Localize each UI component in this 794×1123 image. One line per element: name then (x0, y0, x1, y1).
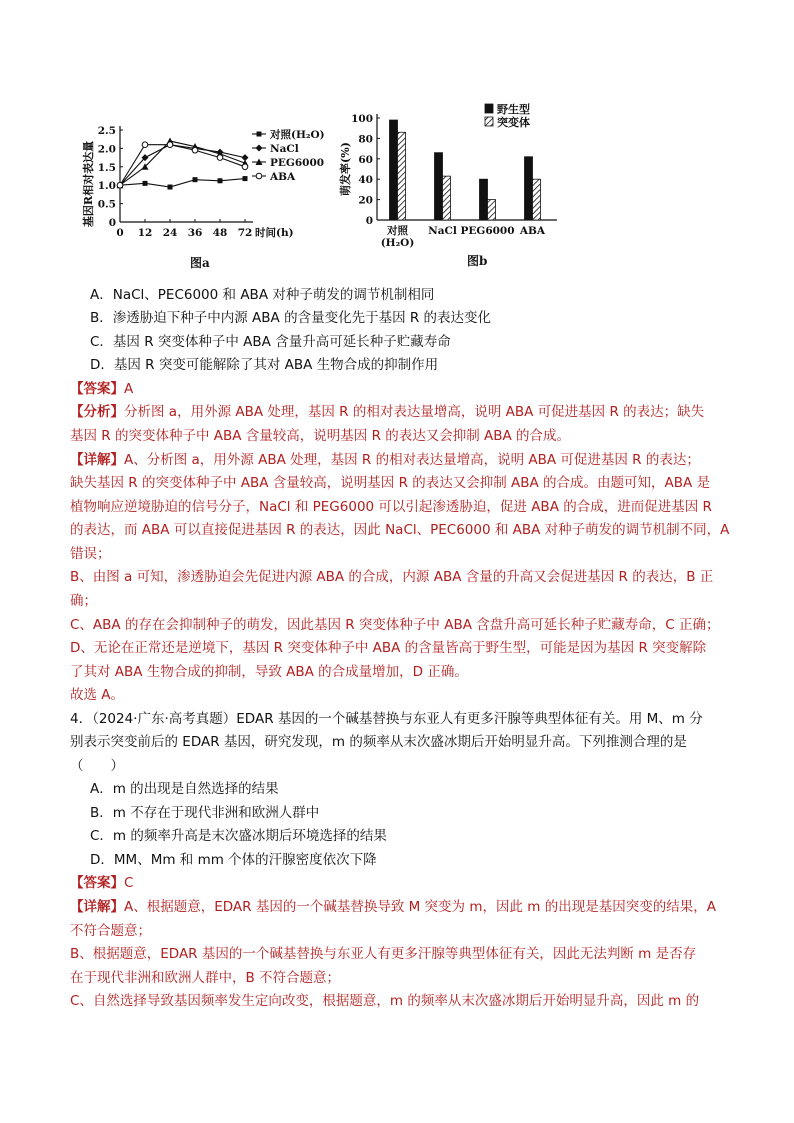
y-tick-label: 2.5 (97, 125, 116, 137)
q3-analysis-line-2: 基因 R 的突变体种子中 ABA 含量较高，说明基因 R 的表达又会抑制 ABA 的合成。 (70, 428, 571, 444)
y-tick-label: 100 (351, 113, 373, 125)
y-tick-label: 80 (358, 133, 373, 146)
series-line (120, 145, 245, 185)
figure-b (335, 100, 565, 280)
bar (390, 120, 398, 220)
data-point (168, 185, 173, 190)
q3-detail-line-5: 错误； (70, 546, 111, 562)
y-tick-label: 1.5 (97, 161, 116, 174)
bar (525, 157, 533, 220)
q3-detail-line-2: 缺失基因 R 的突变体种子中 ABA 含量较高，说明基因 R 的表达又会抑制 ABA 的合成。由题可知，ABA 是 (70, 475, 711, 491)
q4-detail-line-2: 不符合题意； (70, 923, 151, 939)
data-point (217, 155, 223, 161)
y-axis-label: 基因R相对表达量 (82, 140, 95, 228)
detail-text: A、根据题意，EDAR 基因的一个碱基替换导致 M 突变为 m，因此 m 的出现是基因突变的结果，A (124, 899, 716, 915)
y-tick-label: 40 (358, 174, 373, 187)
q3-option-a: A．NaCl、PEC6000 和 ABA 对种子萌发的调节机制相同 (90, 287, 435, 303)
legend-swatch (485, 117, 493, 126)
figure-a (80, 110, 330, 280)
data-point (257, 132, 262, 137)
q3-detail-line-10: 了其对 ABA 生物合成的抑制，导致 ABA 的合成量增加，D 正确。 (70, 664, 468, 680)
x-tick-label: 48 (212, 227, 228, 239)
data-point (242, 164, 248, 170)
q3-option-b: B．渗透胁迫下种子中内源 ABA 的含量变化先于基因 R 的表达变化 (90, 310, 492, 326)
q4-stem-line-1: 4．（2024·广东·高考真题）EDAR 基因的一个碱基替换与东亚人有更多汗腺等典型体征有关。用 M、m 分 (70, 711, 703, 727)
data-point (218, 178, 223, 183)
data-point (167, 142, 173, 148)
data-point (117, 182, 123, 188)
q3-conclusion: 故选 A。 (70, 687, 125, 703)
data-point (143, 181, 148, 186)
data-point (193, 177, 198, 182)
q3-detail-line-4: 的表达，而 ABA 可以直接促进基因 R 的表达，因此 NaCl、PEC6000 和 ABA 对种子萌发的调节机制不同，A (70, 522, 730, 538)
q4-option-c: C．m 的频率升高是末次盛冰期后环境选择的结果 (90, 828, 387, 844)
line-chart (80, 110, 330, 280)
figure-b-caption: 图b (467, 254, 488, 268)
analysis-text: 分析图 a，用外源 ABA 处理，基因 R 的相对表达量增高，说明 ABA 可促进基因 R 的表达；缺失 (124, 404, 705, 420)
q3-analysis-line-1 (70, 401, 740, 423)
q4-stem-line-3: （ ） (70, 758, 124, 774)
bar (480, 179, 488, 220)
q4-detail-line-1 (70, 896, 740, 918)
legend-swatch (485, 104, 493, 113)
category-sublabel: (H₂O) (380, 237, 415, 249)
legend-label: NaCl (270, 143, 299, 155)
q3-answer (70, 378, 740, 400)
q3-detail-line-3: 植物响应逆境胁迫的信号分子，NaCl 和 PEG6000 可以引起渗透胁迫，促进 ABA 的合成，进而促进基因 R (70, 499, 712, 515)
q4-option-d: D．MM、Mm 和 mm 个体的汗腺密度依次下降 (90, 852, 377, 868)
bar (435, 153, 443, 220)
q4-answer (70, 872, 740, 894)
x-tick-label: 12 (137, 227, 153, 239)
x-axis-label: 时间(h) (255, 227, 294, 239)
q4-option-a: A．m 的出现是自然选择的结果 (90, 781, 279, 797)
q3-detail-line-9: D、无论在正常还是逆境下，基因 R 突变体种子中 ABA 的含量皆高于野生型，可能是因为基因 R 突变解除 (70, 640, 707, 656)
q4-detail-line-4: 在于现代非洲和欧洲人群中，B 不符合题意； (70, 970, 341, 986)
legend-label: 对照(H₂O) (270, 129, 325, 141)
y-tick-label: 1.0 (97, 180, 116, 193)
legend-label: ABA (270, 171, 296, 183)
detail-text: A、分析图 a，用外源 ABA 处理，基因 R 的相对表达量增高，说明 ABA 可促进基因 R 的表达； (124, 452, 700, 468)
x-tick-label: 0 (116, 227, 124, 239)
y-tick-label: 0 (108, 217, 116, 229)
answer-value: C (124, 875, 134, 891)
answer-tag: 【答案】 (70, 875, 124, 891)
bar (443, 176, 451, 220)
category-label: 对照 (387, 225, 408, 237)
answer-value: A (124, 381, 134, 397)
y-tick-label: 20 (358, 194, 373, 207)
category-label: ABA (519, 225, 546, 237)
y-tick-label: 60 (358, 153, 373, 166)
q4-detail-line-3: B、根据题意，EDAR 基因的一个碱基替换与东亚人有更多汗腺等典型体征有关，因此无法判断 m 是否存 (70, 946, 697, 962)
q4-option-b: B．m 不存在于现代非洲和欧洲人群中 (90, 805, 320, 821)
category-label: PEG6000 (460, 225, 515, 237)
q3-option-d: D．基因 R 突变可能解除了其对 ABA 生物合成的抑制作用 (90, 357, 439, 373)
data-point (142, 142, 148, 148)
y-axis-label: 萌发率(%) (339, 142, 352, 196)
bar (398, 132, 406, 220)
detail-tag: 【详解】 (70, 452, 124, 468)
analysis-tag: 【分析】 (70, 404, 124, 420)
q3-detail-line-8: C、ABA 的存在会抑制种子的萌发，因此基因 R 突变体种子中 ABA 含盘升高可延长种子贮藏寿命，C 正确； (70, 617, 720, 633)
data-point (256, 145, 263, 152)
legend-label: 野生型 (497, 103, 530, 116)
q4-detail-line-5: C、自然选择导致基因频率发生定向改变，根据题意，m 的频率从末次盛冰期后开始明显升高，因此 m 的 (70, 993, 700, 1009)
category-label: NaCl (428, 225, 457, 237)
bar (488, 200, 496, 220)
detail-tag: 【详解】 (70, 899, 124, 915)
x-tick-label: 24 (162, 227, 178, 239)
q4-stem-line-2: 别表示突变前后的 EDAR 基因，研究发现，m 的频率从末次盛冰期后开始明显升高。下列推测合理的是 (70, 734, 687, 750)
data-point (243, 176, 248, 181)
y-tick-label: 0 (365, 215, 373, 227)
legend-label: 突变体 (497, 116, 530, 129)
y-tick-label: 0.5 (97, 198, 116, 211)
series-line (120, 179, 245, 187)
q3-detail-line-6: B、由图 a 可知，渗透胁迫会先促进内源 ABA 的合成，内源 ABA 含量的升高又会促进基因 R 的表达，B 正 (70, 569, 714, 585)
q3-detail-line-7: 确； (70, 593, 97, 609)
y-tick-label: 2.0 (97, 143, 116, 156)
legend-label: PEG6000 (270, 157, 325, 169)
q3-detail-line-1 (70, 449, 740, 471)
data-point (256, 173, 262, 179)
bar (533, 179, 541, 220)
answer-tag: 【答案】 (70, 381, 124, 397)
x-tick-label: 36 (187, 227, 203, 239)
figure-a-caption: 图a (190, 256, 210, 270)
data-point (192, 147, 198, 153)
x-tick-label: 72 (237, 227, 253, 239)
q3-option-c: C．基因 R 突变体种子中 ABA 含量升高可延长种子贮藏寿命 (90, 334, 451, 350)
bar-chart (335, 100, 565, 280)
